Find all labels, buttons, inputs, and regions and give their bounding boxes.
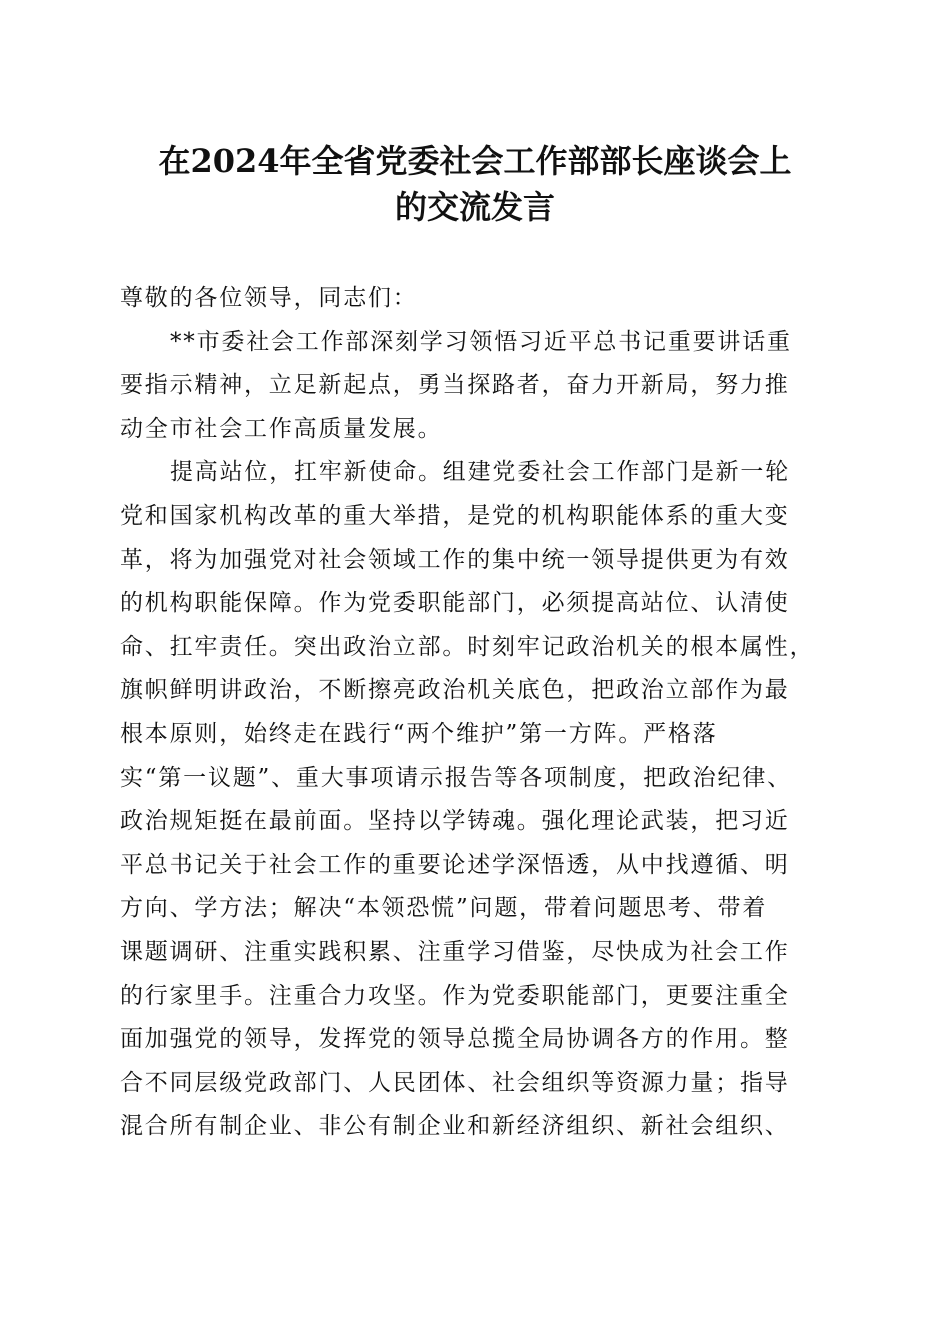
title-line-2: 的交流发言 — [394, 188, 555, 226]
paragraph-line: 革，将为加强党对社会领域工作的集中统一领导提供更为有效 — [120, 546, 790, 573]
paragraph-line: 平总书记关于社会工作的重要论述学深悟透，从中找遵循、明 — [120, 851, 790, 878]
paragraph-line: 政治规矩挺在最前面。坚持以学铸魂。强化理论武装，把习近 — [120, 808, 790, 835]
paragraph-line: 课题调研、注重实践积累、注重学习借鉴，尽快成为社会工作 — [120, 938, 790, 965]
salutation: 尊敬的各位领导，同志们： — [120, 285, 418, 311]
paragraph-line: 党和国家机构改革的重大举措，是党的机构职能体系的重大变 — [120, 502, 790, 529]
paragraph-line: 合不同层级党政部门、人民团体、社会组织等资源力量；指导 — [120, 1069, 790, 1096]
paragraph-line: 根本原则，始终走在践行“两个维护”第一方阵。严格落 — [120, 720, 718, 747]
paragraph-line: 的机构职能保障。作为党委职能部门，必须提高站位、认清使 — [120, 590, 790, 617]
paragraph-line: 旗帜鲜明讲政治，不断擦亮政治机关底色，把政治立部作为最 — [120, 677, 790, 704]
paragraph-line: **市委社会工作部深刻学习领悟习近平总书记重要讲话重 — [170, 328, 792, 355]
document-body — [120, 277, 826, 1149]
document-title — [110, 138, 840, 230]
paragraph-line: 提高站位，扛牢新使命。组建党委社会工作部门是新一轮 — [170, 459, 790, 486]
paragraph-line: 方向、学方法；解决“本领恐慌”问题，带着问题思考、带着 — [120, 895, 768, 922]
paragraph-line: 实“第一议题”、重大事项请示报告等各项制度，把政治纪律、 — [120, 764, 792, 791]
paragraph-line: 混合所有制企业、非公有制企业和新经济组织、新社会组织、 — [120, 1113, 790, 1140]
paragraph-line: 面加强党的领导，发挥党的领导总揽全局协调各方的作用。整 — [120, 1026, 790, 1053]
paragraph-2 — [120, 451, 826, 1149]
paragraph-line: 要指示精神，立足新起点，勇当探路者，奋力开新局，努力推 — [120, 372, 790, 399]
paragraph-line: 命、扛牢责任。突出政治立部。时刻牢记政治机关的根本属性， — [120, 633, 815, 660]
paragraph-1 — [120, 321, 826, 452]
paragraph-line: 的行家里手。注重合力攻坚。作为党委职能部门，更要注重全 — [120, 982, 790, 1009]
paragraph-line: 动全市社会工作高质量发展。 — [120, 415, 443, 442]
title-line-1: 在2024年全省党委社会工作部部长座谈会上 — [158, 142, 792, 180]
